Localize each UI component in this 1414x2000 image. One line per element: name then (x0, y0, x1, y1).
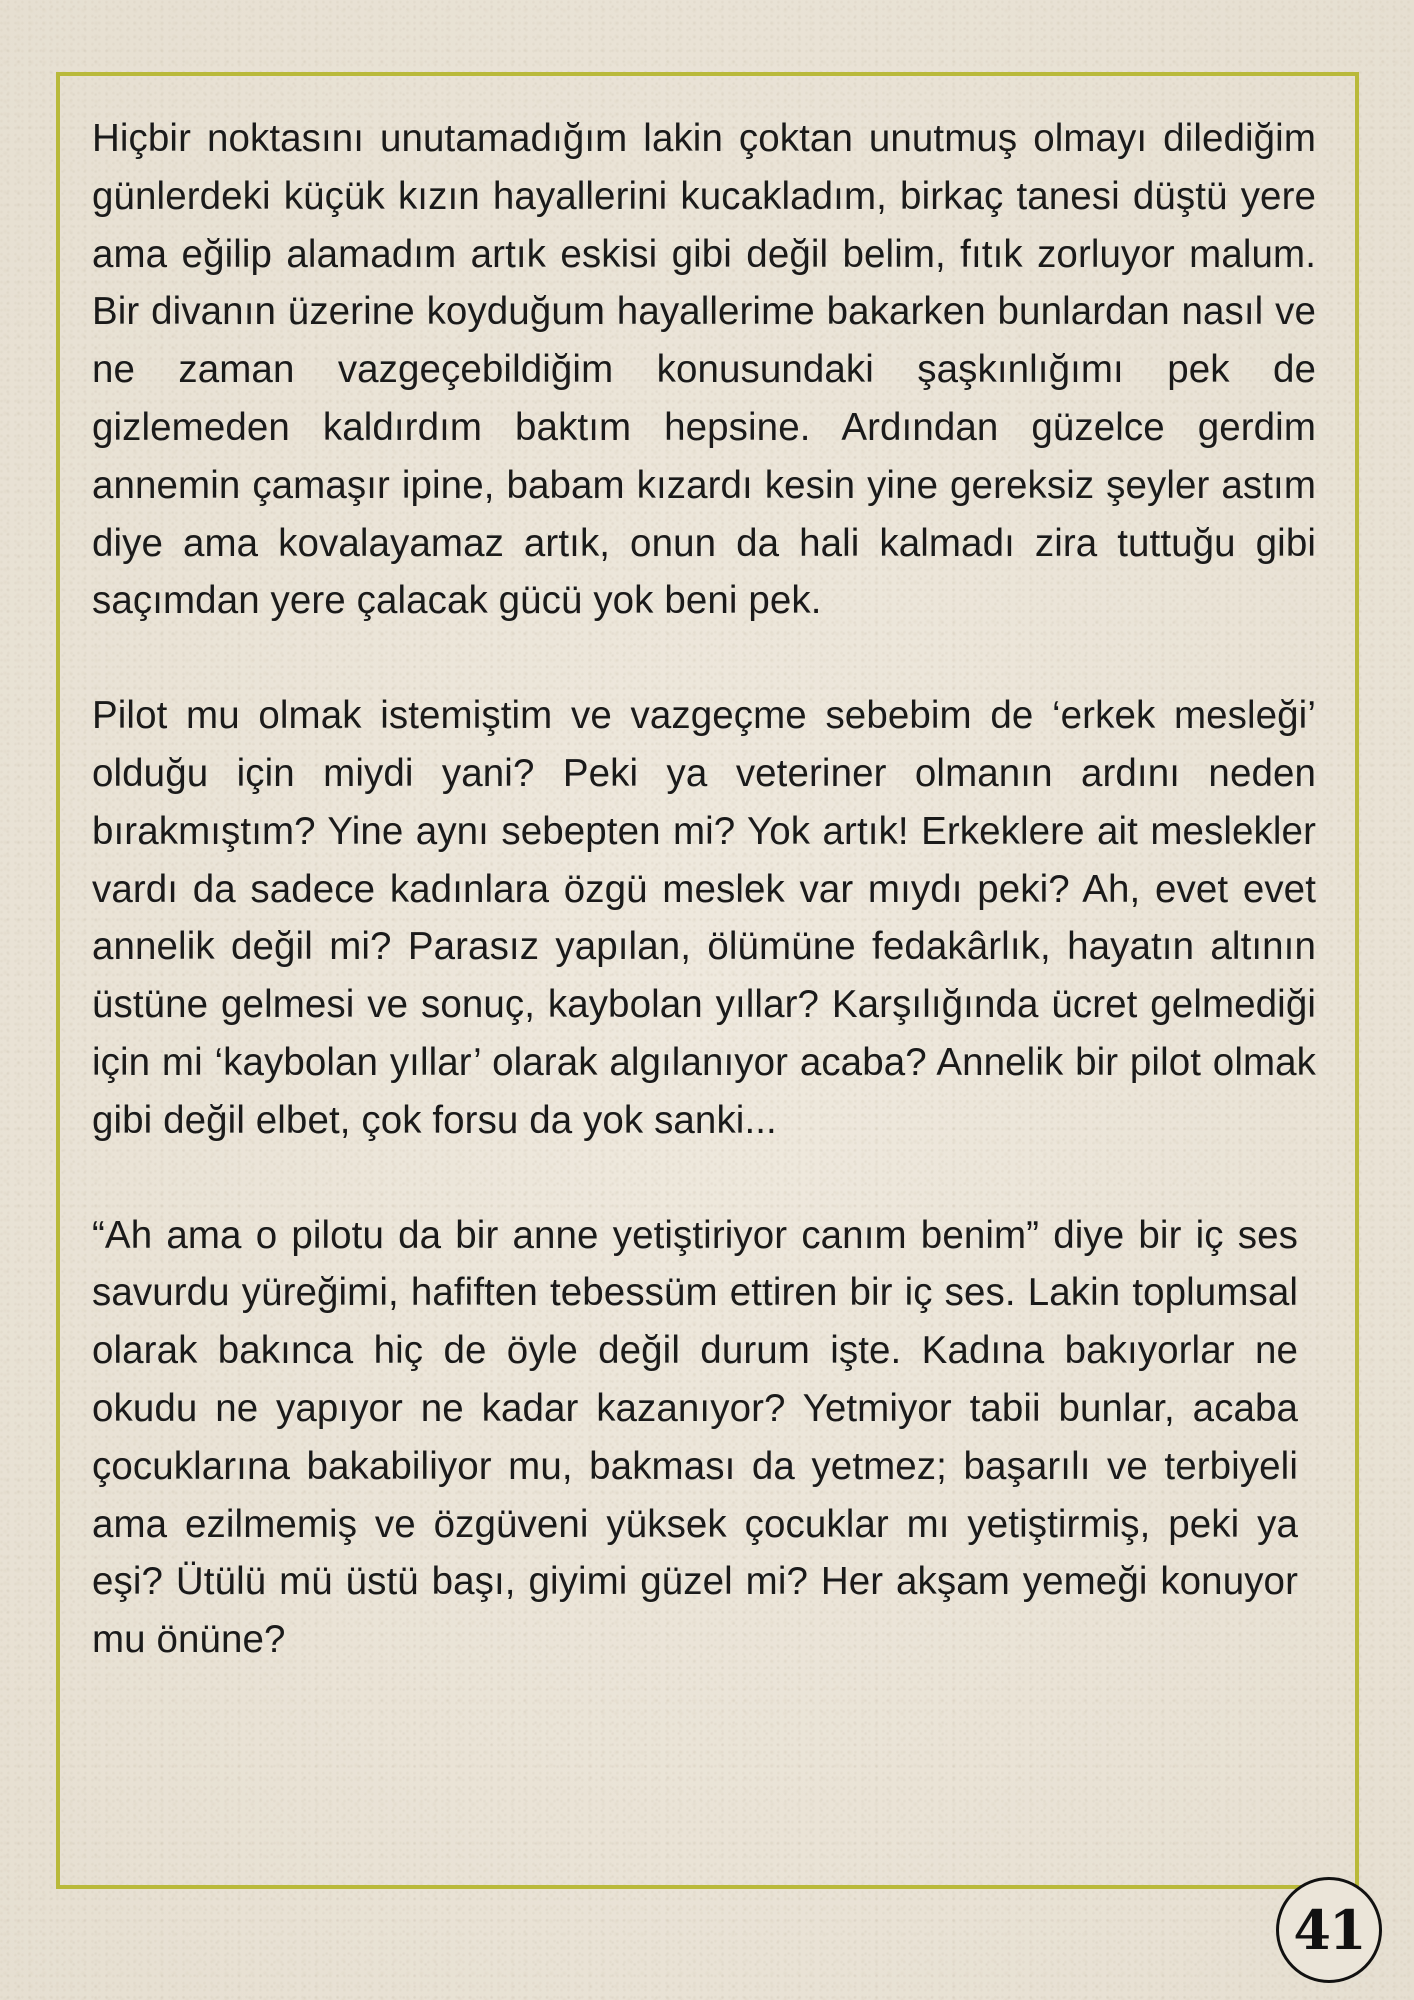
paragraph-1: Hiçbir noktasını unutamadığım lakin çoktan unutmuş olmayı dilediğim günlerdeki küçük kızın hayallerini kucakladım, birkaç tanesi düştü yere ama eğilip alamadım artık eskisi gibi değil belim, fıtık zorluyor malum. Bir divanın üzerine koyduğum hayallerime bakarken bunlardan nasıl ve ne zaman vazgeçebildiğim konusundaki şaşkınlığımı pek de gizlemeden kaldırdım baktım hepsine. Ardından güzelce gerdim annemin çamaşır ipine, babam kızardı kesin yine gereksiz şeyler astım diye ama kovalayamaz artık, onun da hali kalmadı zira tuttuğu gibi saçımdan yere çalacak gücü yok beni pek. (92, 117, 1316, 623)
page-number-badge: 41 (1276, 1877, 1382, 1983)
paragraph-3: “Ah ama o pilotu da bir anne yetiştiriyor canım benim” diye bir iç ses savurdu yüreğimi, hafiften tebessüm ettiren bir iç ses. Lakin toplumsal olarak bakınca hiç de öyle değil durum işte. Kadına bakıyorlar ne okudu ne yapıyor ne kadar kazanıyor? Yetmiyor tabii bunlar, acaba çocuklarına bakabiliyor mu, bakması da yetmez; başarılı ve terbiyeli ama ezilmemiş ve özgüveni yüksek çocuklar mı yetiştirmiş, peki ya eşi? Ütülü mü üstü başı, giyimi güzel mi? Her akşam yemeği konuyor mu önüne? (92, 1213, 1298, 1662)
article-body (92, 110, 1316, 1669)
paragraph-2: Pilot mu olmak istemiştim ve vazgeçme sebebim de ‘erkek mesleği’ olduğu için miydi yani? Peki ya veteriner olmanın ardını neden bırakmıştım? Yine aynı sebepten mi? Yok artık! Erkeklere ait meslekler vardı da sadece kadınlara özgü meslek var mıydı peki? Ah, evet evet annelik değil mi? Parasız yapılan, ölümüne fedakârlık, hayatın altının üstüne gelmesi ve sonuç, kaybolan yıllar? Karşılığında ücret gelmediği için mi ‘kaybolan yıllar’ olarak algılanıyor acaba? Annelik bir pilot olmak gibi değil elbet, çok forsu da yok sanki... (92, 694, 1316, 1142)
